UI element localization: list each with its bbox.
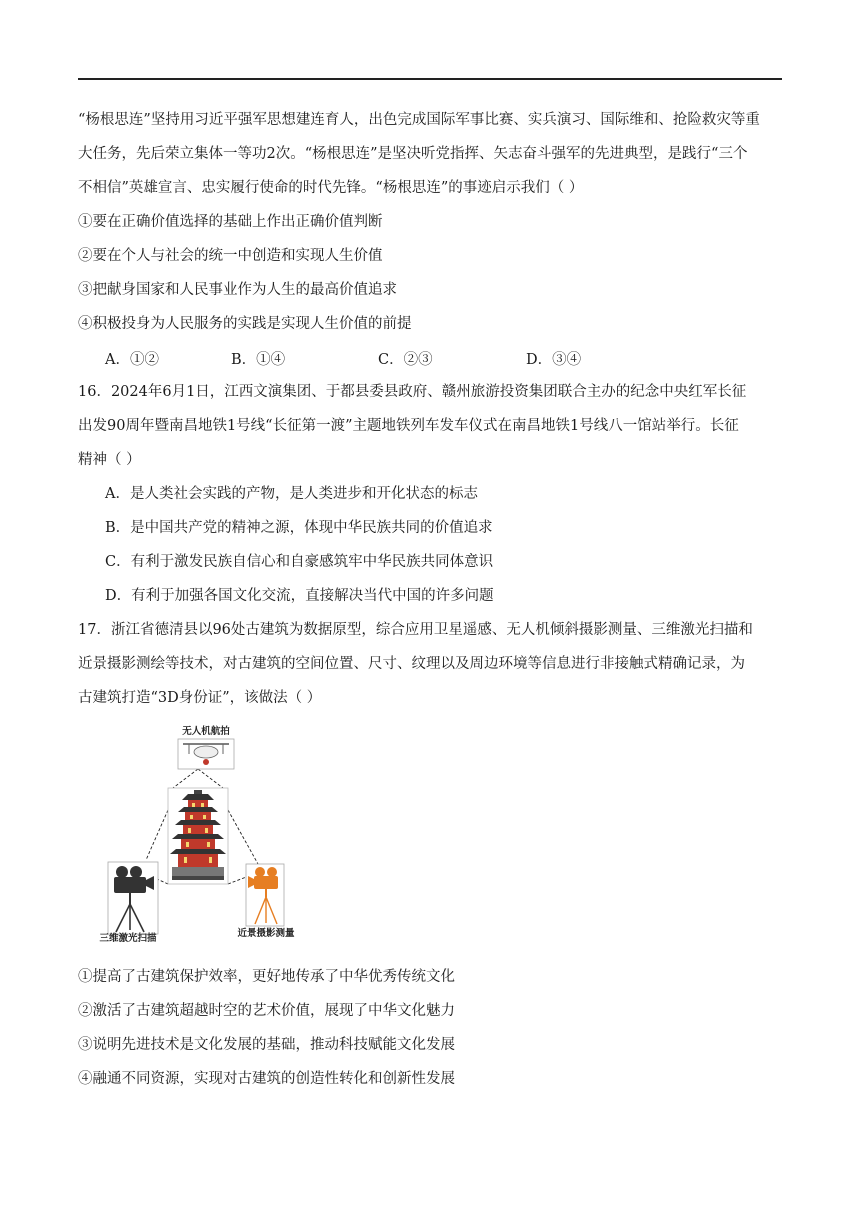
q15-option-b[interactable]: B．①④: [231, 352, 286, 368]
q16-option-c[interactable]: C．有利于激发民族自信心和自豪感筑牢中华民族共同体意识: [105, 554, 494, 570]
q17-stem-line-1: 17．浙江省德清县以96处古建筑为数据原型，综合应用卫星遥感、无人机倾斜摄影测量、三维激光扫描和: [78, 622, 753, 638]
q15-stem-line-1: “杨根思连”坚持用习近平强军思想建连育人，出色完成国际军事比赛、实兵演习、国际维和、抢险救灾等重: [78, 112, 760, 128]
q16-option-a[interactable]: A．是人类社会实践的产物，是人类进步和开化状态的标志: [105, 486, 478, 502]
q15-item-3: ③把献身国家和人民事业作为人生的最高价值追求: [78, 282, 397, 298]
surveying-diagram: [88, 724, 310, 946]
laser-scanner-icon: [108, 862, 158, 934]
q15-stem-line-3: 不相信”英雄宣言、忠实履行使命的时代先锋。“杨根思连”的事迹启示我们（ ）: [78, 180, 584, 196]
q15-item-2: ②要在个人与社会的统一中创造和实现人生价值: [78, 248, 383, 264]
photogrammetry-camera-icon: [246, 864, 284, 926]
q16-stem-line-3: 精神（ ）: [78, 452, 141, 468]
q17-stem-line-2: 近景摄影测绘等技术，对古建筑的空间位置、尺寸、纹理以及周边环境等信息进行非接触式精确记录，为: [78, 656, 745, 672]
photogrammetry-label: 近景摄影测量: [237, 928, 295, 939]
drone-label: 无人机航拍: [182, 726, 230, 737]
q16-option-b[interactable]: B．是中国共产党的精神之源，体现中华民族共同的价值追求: [105, 520, 493, 536]
q17-stem-line-3: 古建筑打造“3D身份证”，该做法（ ）: [78, 690, 322, 706]
drone-icon: [178, 739, 234, 769]
q15-stem-line-2: 大任务，先后荣立集体一等功2次。“杨根思连”是坚决听党指挥、矢志奋斗强军的先进典型，是践行“三个: [78, 146, 748, 162]
q15-option-a[interactable]: A．①②: [105, 352, 159, 368]
q16-stem-line-2: 出发90周年暨南昌地铁1号线“长征第一渡”主题地铁列车发车仪式在南昌地铁1号线八一馆站举行。长征: [78, 418, 739, 434]
q17-item-1: ①提高了古建筑保护效率，更好地传承了中华优秀传统文化: [78, 969, 455, 985]
q17-item-3: ③说明先进技术是文化发展的基础，推动科技赋能文化发展: [78, 1037, 455, 1053]
q15-option-d[interactable]: D．③④: [526, 352, 582, 368]
q15-option-c[interactable]: C．②③: [378, 352, 433, 368]
q17-item-4: ④融通不同资源，实现对古建筑的创造性转化和创新性发展: [78, 1071, 455, 1087]
q16-option-d[interactable]: D．有利于加强各国文化交流，直接解决当代中国的许多问题: [105, 588, 494, 604]
laser-scan-label: 三维激光扫描: [99, 933, 157, 944]
q16-stem-line-1: 16．2024年6月1日，江西文演集团、于都县委县政府、赣州旅游投资集团联合主办的纪念中央红军长征: [78, 384, 747, 400]
q15-item-1: ①要在正确价值选择的基础上作出正确价值判断: [78, 214, 383, 230]
q15-item-4: ④积极投身为人民服务的实践是实现人生价值的前提: [78, 316, 412, 332]
q17-item-2: ②激活了古建筑超越时空的艺术价值，展现了中华文化魅力: [78, 1003, 455, 1019]
header-rule: [78, 78, 782, 80]
q15-options: [105, 348, 745, 368]
pagoda-icon: [168, 788, 228, 884]
